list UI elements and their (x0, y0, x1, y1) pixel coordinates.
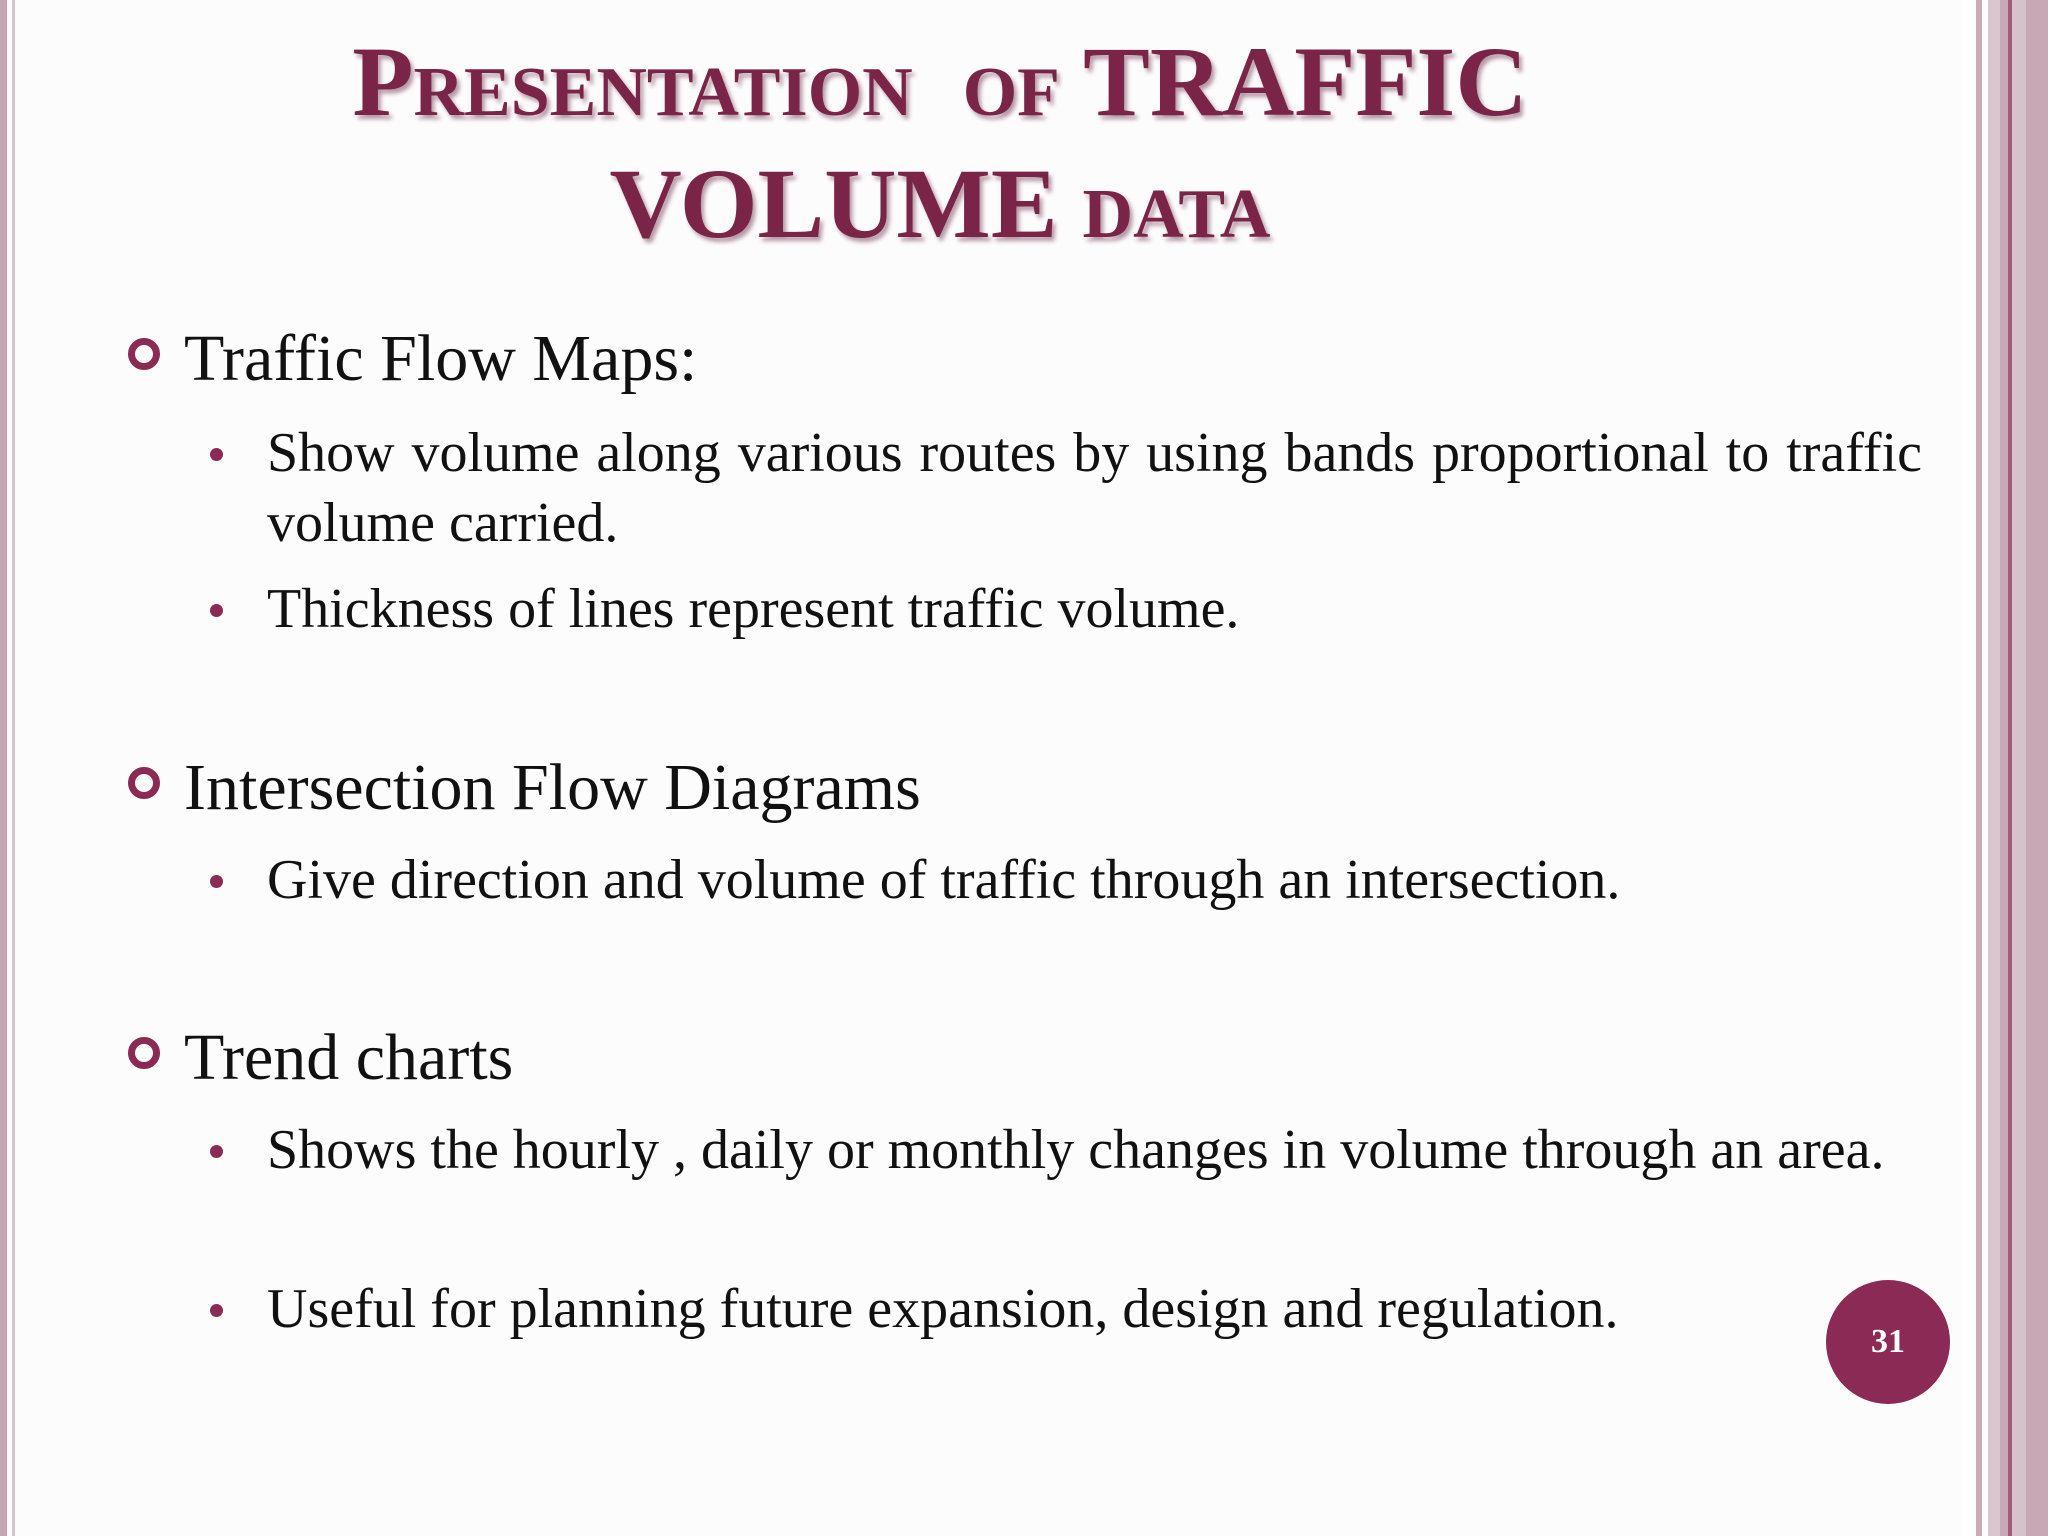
bullet-dot-icon (210, 875, 223, 888)
title-word: of (962, 26, 1060, 137)
right-border-stripe (2012, 0, 2026, 1536)
right-border-stripe (1988, 0, 2000, 1536)
right-border-stripe (2000, 0, 2008, 1536)
left-border-stripe (0, 0, 7, 1536)
section-heading-text: Trend charts (184, 1021, 514, 1094)
right-border-gap (1964, 0, 1976, 1536)
title-word: VOLUME (609, 148, 1058, 259)
list-item-text: Thickness of lines represent traffic volume. (267, 578, 1240, 640)
bullet-dot-icon (210, 1304, 223, 1317)
title-word: Presentation (352, 26, 913, 137)
hollow-circle-bullet-icon (128, 338, 160, 370)
slide-title (160, 26, 1720, 259)
bullet-dot-icon (210, 1145, 223, 1158)
list-item-text: Useful for planning future expansion, design and regulation. (267, 1278, 1619, 1340)
section-heading-text: Intersection Flow Diagrams (184, 751, 921, 824)
right-border-stripe (2026, 0, 2048, 1536)
section-heading-text: Traffic Flow Maps: (184, 322, 698, 395)
slide-title-line-1 (160, 26, 1720, 137)
left-border-stripe-inner (12, 0, 15, 1536)
title-word: TRAFFIC (1083, 26, 1528, 137)
title-word: data (1082, 148, 1271, 259)
list-item-text: Show volume along various routes by using bands proportional to traffic volume carried. (267, 422, 1922, 554)
right-border-stripe (1976, 0, 1982, 1536)
bullet-dot-icon (210, 604, 223, 617)
slide-title-line-2 (160, 148, 1720, 259)
list-item-text: Shows the hourly , daily or monthly changes in volume through an area. (267, 1119, 1885, 1181)
list-item-text: Give direction and volume of traffic through an intersection. (267, 849, 1621, 911)
bullet-dot-icon (210, 448, 223, 461)
hollow-circle-bullet-icon (128, 767, 160, 799)
page-number-badge: 31 (1826, 1280, 1950, 1404)
hollow-circle-bullet-icon (128, 1037, 160, 1069)
